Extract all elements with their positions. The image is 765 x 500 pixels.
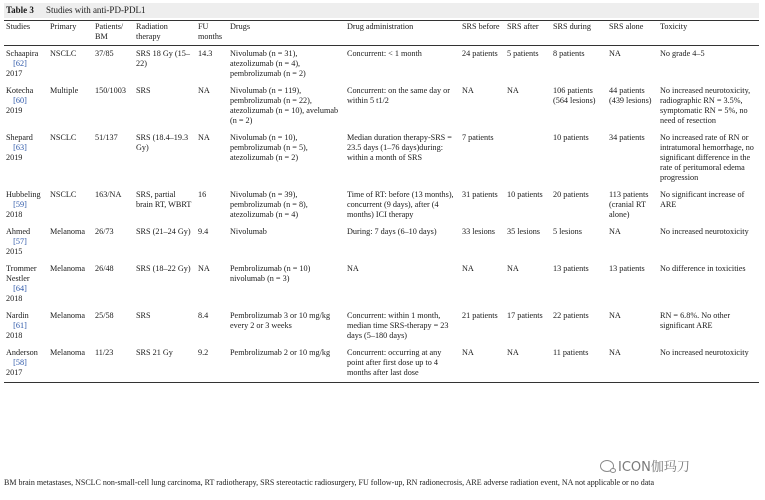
reference-link[interactable]: [63] bbox=[13, 143, 27, 152]
table-row bbox=[4, 261, 759, 308]
study-year: 2019 bbox=[6, 153, 23, 162]
drugs-cell: Nivolumab (n = 10), pembrolizumab (n = 5), atezolizumab (n = 2) bbox=[230, 133, 308, 162]
study-year: 2017 bbox=[6, 368, 23, 377]
drugs-cell: Nivolumab bbox=[230, 227, 267, 236]
drugs-cell: Pembrolizumab (n = 10) nivolumab (n = 3) bbox=[230, 264, 311, 283]
srs-alone-cell: NA bbox=[609, 227, 621, 236]
srs-during-cell: 22 patients bbox=[553, 311, 589, 320]
table-number: Table 3 bbox=[6, 5, 34, 15]
header-patients: Patients/ BM bbox=[93, 21, 134, 46]
radiation-cell: SRS 18 Gy (15–22) bbox=[136, 49, 190, 68]
header-srs-during: SRS during bbox=[551, 21, 607, 46]
srs-before-cell: NA bbox=[462, 264, 474, 273]
study-year: 2018 bbox=[6, 331, 23, 340]
srs-alone-cell: NA bbox=[609, 311, 621, 320]
srs-after-cell: 17 patients bbox=[507, 311, 543, 320]
srs-during-cell: 11 patients bbox=[551, 345, 607, 383]
primary-cell: NSCLC bbox=[50, 190, 77, 199]
header-row bbox=[4, 21, 759, 46]
administration-cell: Concurrent: on the same day or within 5 t1/2 bbox=[347, 86, 450, 105]
table-row bbox=[4, 83, 759, 130]
toxicity-cell: No increased neurotoxicity, radiographic RN = 3.5%, symptomatic RN = 5%, no need of resection bbox=[660, 86, 751, 125]
table-footnote: BM brain metastases, NSCLC non-small-cell lung carcinoma, RT radiotherapy, SRS stereotactic radiosurgery, FU follow-up, RN radionecrosis, ARE adverse radiation event, NA not applicable or no data bbox=[4, 478, 655, 487]
patients-cell: 26/48 bbox=[95, 264, 114, 273]
srs-before-cell: 33 lesions bbox=[462, 227, 495, 236]
srs-alone-cell: 44 patients (439 lesions) bbox=[609, 86, 652, 105]
primary-cell: NSCLC bbox=[50, 133, 77, 142]
administration-cell: Median duration therapy-SRS = 23.5 days (1–76 days)during: within a month of SRS bbox=[347, 133, 452, 162]
primary-cell: Melanoma bbox=[50, 227, 86, 236]
table-row bbox=[4, 46, 759, 84]
srs-during-cell: 106 patients (564 lesions) bbox=[553, 86, 596, 105]
radiation-cell: SRS 21 Gy bbox=[134, 345, 196, 383]
header-administration: Drug administration bbox=[345, 21, 460, 46]
srs-after-cell bbox=[505, 130, 551, 187]
study-cell bbox=[4, 130, 48, 187]
table-row bbox=[4, 130, 759, 187]
study-year: 2018 bbox=[6, 294, 23, 303]
srs-alone-cell: 13 patients bbox=[609, 264, 645, 273]
study-year: 2019 bbox=[6, 106, 23, 115]
fu-cell: NA bbox=[198, 133, 210, 142]
study-author: Ahmed bbox=[6, 227, 31, 236]
srs-after-cell: NA bbox=[507, 264, 519, 273]
radiation-cell: SRS (21–24 Gy) bbox=[136, 227, 191, 236]
radiation-cell: SRS bbox=[136, 311, 151, 320]
study-cell bbox=[4, 46, 48, 84]
study-author: Anderson bbox=[6, 348, 38, 357]
radiation-cell: SRS, partial brain RT, WBRT bbox=[136, 190, 192, 209]
srs-alone-cell: 34 patients bbox=[609, 133, 645, 142]
srs-alone-cell: 113 patients (cranial RT alone) bbox=[609, 190, 649, 219]
header-studies: Studies bbox=[4, 21, 48, 46]
patients-cell: 25/58 bbox=[95, 311, 114, 320]
administration-cell: Concurrent: < 1 month bbox=[347, 49, 422, 58]
srs-during-cell: 5 lesions bbox=[553, 227, 582, 236]
header-drugs: Drugs bbox=[228, 21, 345, 46]
drugs-cell: Nivolumab (n = 39), pembrolizumab (n = 8), atezolizumab (n = 4) bbox=[230, 190, 308, 219]
study-author: Kotecha bbox=[6, 86, 34, 95]
table-title: Studies with anti-PD-PDL1 bbox=[45, 5, 146, 15]
drugs-cell: Nivolumab (n = 119), pembrolizumab (n = 22), atezolizumab (n = 10), avelumab (n = 2) bbox=[230, 86, 339, 125]
primary-cell: Melanoma bbox=[48, 345, 93, 383]
study-cell bbox=[4, 345, 48, 383]
patients-cell: 26/73 bbox=[95, 227, 114, 236]
table-caption bbox=[4, 3, 759, 18]
study-cell bbox=[4, 224, 48, 261]
reference-link[interactable]: [62] bbox=[13, 59, 27, 68]
srs-during-cell: 20 patients bbox=[553, 190, 589, 199]
study-author: Trommer Nestler bbox=[6, 264, 37, 283]
study-cell bbox=[4, 308, 48, 345]
chat-bubble-icon bbox=[600, 460, 614, 472]
header-radiation: Radiation therapy bbox=[134, 21, 196, 46]
patients-cell: 150/1003 bbox=[95, 86, 126, 95]
reference-link[interactable]: [58] bbox=[13, 358, 27, 367]
header-srs-after: SRS after bbox=[505, 21, 551, 46]
studies-table bbox=[4, 20, 759, 383]
study-author: Nardin bbox=[6, 311, 29, 320]
study-cell bbox=[4, 187, 48, 224]
header-srs-before: SRS before bbox=[460, 21, 505, 46]
srs-alone-cell: NA bbox=[607, 345, 658, 383]
toxicity-cell: No difference in toxicities bbox=[660, 264, 746, 273]
toxicity-cell: No significant increase of ARE bbox=[660, 190, 745, 209]
toxicity-cell: No grade 4–5 bbox=[660, 49, 705, 58]
srs-after-cell: NA bbox=[507, 86, 519, 95]
srs-before-cell: NA bbox=[462, 86, 474, 95]
study-cell bbox=[4, 83, 48, 130]
toxicity-cell: No increased neurotoxicity bbox=[658, 345, 759, 383]
patients-cell: 11/23 bbox=[93, 345, 134, 383]
administration-cell: Time of RT: before (13 months), concurrent (9 days), after (4 months) ICI therapy bbox=[347, 190, 454, 219]
study-year: 2017 bbox=[6, 69, 23, 78]
primary-cell: Multiple bbox=[50, 86, 79, 95]
study-year: 2018 bbox=[6, 210, 23, 219]
srs-alone-cell: NA bbox=[609, 49, 621, 58]
srs-before-cell: 31 patients bbox=[462, 190, 498, 199]
study-cell bbox=[4, 261, 48, 308]
srs-during-cell: 10 patients bbox=[553, 133, 589, 142]
srs-before-cell: 21 patients bbox=[462, 311, 498, 320]
fu-cell: 16 bbox=[198, 190, 207, 199]
study-author: Schaapira bbox=[6, 49, 39, 58]
administration-cell: Concurrent: occurring at any point after first dose up to 4 months after last dose bbox=[345, 345, 460, 383]
drugs-cell: Pembrolizumab 3 or 10 mg/kg every 2 or 3 weeks bbox=[230, 311, 331, 330]
srs-after-cell: 35 lesions bbox=[507, 227, 540, 236]
srs-after-cell: NA bbox=[505, 345, 551, 383]
table-row bbox=[4, 345, 759, 383]
reference-link[interactable]: [64] bbox=[13, 284, 27, 293]
fu-cell: NA bbox=[198, 86, 210, 95]
radiation-cell: SRS bbox=[136, 86, 151, 95]
srs-after-cell: 5 patients bbox=[507, 49, 539, 58]
study-author: Shepard bbox=[6, 133, 33, 142]
drugs-cell: Pembrolizumab 2 or 10 mg/kg bbox=[228, 345, 345, 383]
radiation-cell: SRS (18–22 Gy) bbox=[136, 264, 191, 273]
study-year: 2015 bbox=[6, 247, 23, 256]
watermark bbox=[600, 456, 690, 475]
fu-cell: 9.2 bbox=[196, 345, 228, 383]
fu-cell: NA bbox=[198, 264, 210, 273]
patients-cell: 51/137 bbox=[95, 133, 118, 142]
primary-cell: NSCLC bbox=[50, 49, 77, 58]
srs-during-cell: 8 patients bbox=[553, 49, 585, 58]
srs-before-cell: 7 patients bbox=[462, 133, 494, 142]
drugs-cell: Nivolumab (n = 31), atezolizumab (n = 4), pembrolizumab (n = 2) bbox=[230, 49, 306, 78]
toxicity-cell: No increased neurotoxicity bbox=[660, 227, 749, 236]
watermark-text: ICON伽玛刀 bbox=[618, 460, 690, 475]
reference-link[interactable]: [57] bbox=[13, 237, 27, 246]
header-primary: Primary bbox=[48, 21, 93, 46]
patients-cell: 37/85 bbox=[95, 49, 114, 58]
radiation-cell: SRS (18.4–19.3 Gy) bbox=[136, 133, 189, 152]
administration-cell: NA bbox=[347, 264, 359, 273]
administration-cell: Concurrent: within 1 month, median time SRS-therapy = 23 days (5–180 days) bbox=[347, 311, 449, 340]
srs-during-cell: 13 patients bbox=[553, 264, 589, 273]
patients-cell: 163/NA bbox=[95, 190, 122, 199]
header-toxicity: Toxicity bbox=[658, 21, 759, 46]
table-row bbox=[4, 224, 759, 261]
fu-cell: 14.3 bbox=[198, 49, 213, 58]
table-body bbox=[4, 46, 759, 383]
study-author: Hubbeling bbox=[6, 190, 41, 199]
fu-cell: 8.4 bbox=[198, 311, 209, 320]
reference-link[interactable]: [61] bbox=[13, 321, 27, 330]
header-srs-alone: SRS alone bbox=[607, 21, 658, 46]
fu-cell: 9.4 bbox=[198, 227, 209, 236]
reference-link[interactable]: [60] bbox=[13, 96, 27, 105]
administration-cell: During: 7 days (6–10 days) bbox=[347, 227, 437, 236]
header-fu: FU months bbox=[196, 21, 228, 46]
reference-link[interactable]: [59] bbox=[13, 200, 27, 209]
srs-after-cell: 10 patients bbox=[507, 190, 543, 199]
srs-before-cell: 24 patients bbox=[462, 49, 498, 58]
toxicity-cell: RN = 6.8%. No other significant ARE bbox=[660, 311, 731, 330]
toxicity-cell: No increased rate of RN or intratumoral hemorrhage, no significant difference in the rate of peritumoral edema progression bbox=[660, 133, 754, 182]
table-row bbox=[4, 187, 759, 224]
table-row bbox=[4, 308, 759, 345]
primary-cell: Melanoma bbox=[50, 264, 86, 273]
primary-cell: Melanoma bbox=[50, 311, 86, 320]
srs-before-cell: NA bbox=[460, 345, 505, 383]
